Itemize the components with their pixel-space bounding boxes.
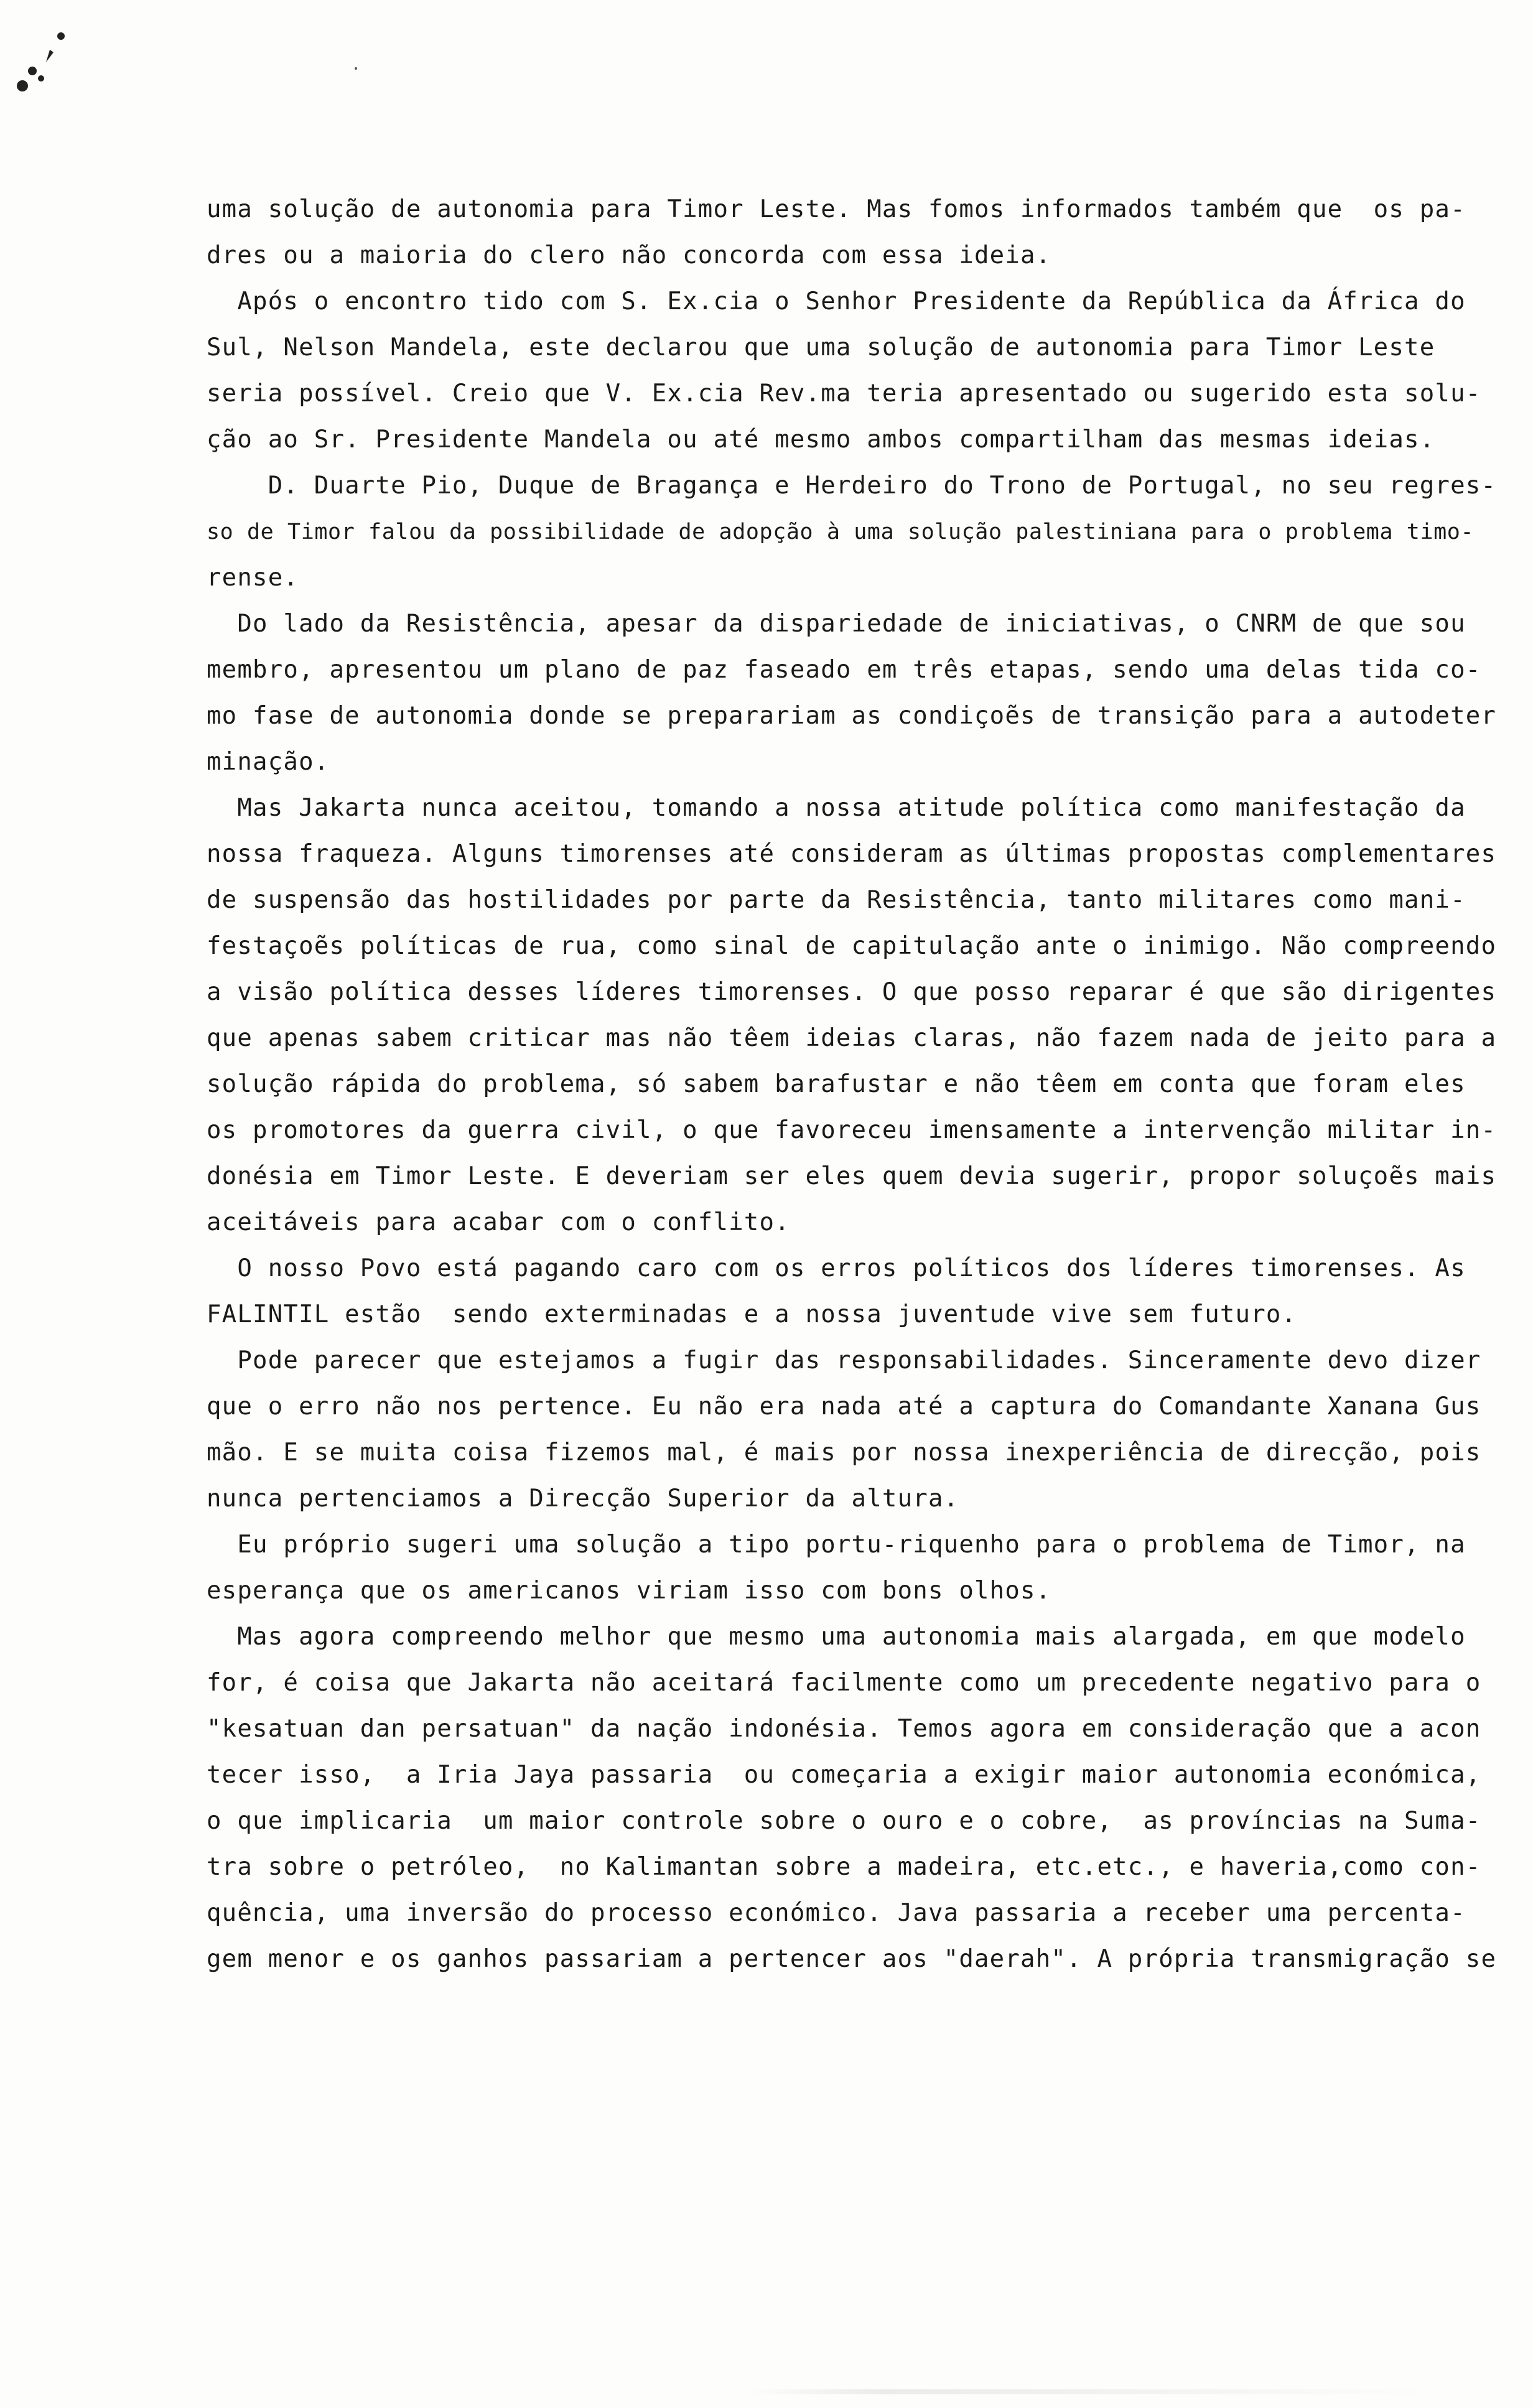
text-line: "kesatuan dan persatuan" da nação indonésia. Temos agora em consideração que a acon (207, 1715, 1481, 1743)
text-line: rense. (207, 564, 299, 592)
text-line: Eu próprio sugeri uma solução a tipo portu-riquenho para o problema de Timor, na (207, 1531, 1466, 1559)
text-line: que o erro não nos pertence. Eu não era nada até a captura do Comandante Xanana Gus (207, 1393, 1481, 1421)
text-line: D. Duarte Pio, Duque de Bragança e Herdeiro do Trono de Portugal, no seu regres- (207, 472, 1497, 500)
text-line: festaçoẽs políticas de rua, como sinal de capitulação ante o inimigo. Não compreendo (207, 932, 1497, 960)
text-line: Sul, Nelson Mandela, este declarou que uma solução de autonomia para Timor Leste (207, 334, 1435, 362)
text-line: esperança que os americanos viriam isso com bons olhos. (207, 1577, 1051, 1605)
text-line: a visão política desses líderes timorenses. O que posso reparar é que são dirigentes (207, 978, 1497, 1006)
text-line: o que implicaria um maior controle sobre o ouro e o cobre, as províncias na Suma- (207, 1807, 1481, 1835)
text-line: membro, apresentou um plano de paz faseado em três etapas, sendo uma delas tida co- (207, 656, 1481, 684)
text-line: os promotores da guerra civil, o que favoreceu imensamente a intervenção militar in- (207, 1116, 1497, 1144)
text-line: tra sobre o petróleo, no Kalimantan sobre a madeira, etc.etc., e haveria,como con- (207, 1853, 1481, 1881)
text-line: Mas agora compreendo melhor que mesmo uma autonomia mais alargada, em que modelo (207, 1623, 1466, 1651)
text-line: gem menor e os ganhos passariam a pertencer aos "daerah". A própria transmigração se (207, 1945, 1497, 1973)
text-line: for, é coisa que Jakarta não aceitará facilmente como um precedente negativo para o (207, 1669, 1481, 1697)
text-line: Do lado da Resistência, apesar da dispariedade de iniciativas, o CNRM de que sou (207, 610, 1466, 638)
text-line: aceitáveis para acabar com o conflito. (207, 1208, 790, 1236)
text-line: FALINTIL estão sendo exterminadas e a nossa juventude vive sem futuro. (207, 1300, 1297, 1328)
text-line: solução rápida do problema, só sabem barafustar e não têem em conta que foram eles (207, 1070, 1466, 1098)
text-line: mão. E se muita coisa fizemos mal, é mais por nossa inexperiência de direcção, pois (207, 1439, 1481, 1467)
text-line: O nosso Povo está pagando caro com os erros políticos dos líderes timorenses. As (207, 1254, 1466, 1282)
text-line: ção ao Sr. Presidente Mandela ou até mesmo ambos compartilham das mesmas ideias. (207, 426, 1435, 454)
punch-hole-marks (14, 25, 70, 100)
text-line: donésia em Timor Leste. E deveriam ser eles quem devia sugerir, propor soluçoẽs mais (207, 1162, 1497, 1190)
text-line: nunca pertenciamos a Direcção Superior da altura. (207, 1485, 959, 1513)
text-line: tecer isso, a Iria Jaya passaria ou começaria a exigir maior autonomia económica, (207, 1761, 1481, 1789)
text-line: Mas Jakarta nunca aceitou, tomando a nossa atitude política como manifestação da (207, 794, 1466, 822)
text-line: dres ou a maioria do clero não concorda com essa ideia. (207, 241, 1051, 269)
text-line: so de Timor falou da possibilidade de adopção à uma solução palestiniana para o problema timo- (207, 520, 1475, 544)
letter-body (207, 187, 1497, 1982)
text-line: minação. (207, 748, 330, 776)
scan-smudge (747, 2389, 1431, 2394)
paper-speck (355, 67, 357, 70)
text-line: quência, uma inversão do processo económico. Java passaria a receber uma percenta- (207, 1899, 1466, 1927)
text-line: que apenas sabem criticar mas não têem ideias claras, não fazem nada de jeito para a (207, 1024, 1497, 1052)
text-line: mo fase de autonomia donde se preparariam as condiçoẽs de transição para a autodeter (207, 702, 1497, 730)
text-line: uma solução de autonomia para Timor Leste. Mas fomos informados também que os pa- (207, 195, 1466, 223)
text-line: nossa fraqueza. Alguns timorenses até consideram as últimas propostas complementares (207, 840, 1497, 868)
text-line: seria possível. Creio que V. Ex.cia Rev.ma teria apresentado ou sugerido esta solu- (207, 380, 1481, 408)
text-line: de suspensão das hostilidades por parte da Resistência, tanto militares como mani- (207, 886, 1466, 914)
text-line: Pode parecer que estejamos a fugir das responsabilidades. Sinceramente devo dizer (207, 1346, 1481, 1374)
text-line: Após o encontro tido com S. Ex.cia o Senhor Presidente da República da África do (207, 287, 1466, 315)
